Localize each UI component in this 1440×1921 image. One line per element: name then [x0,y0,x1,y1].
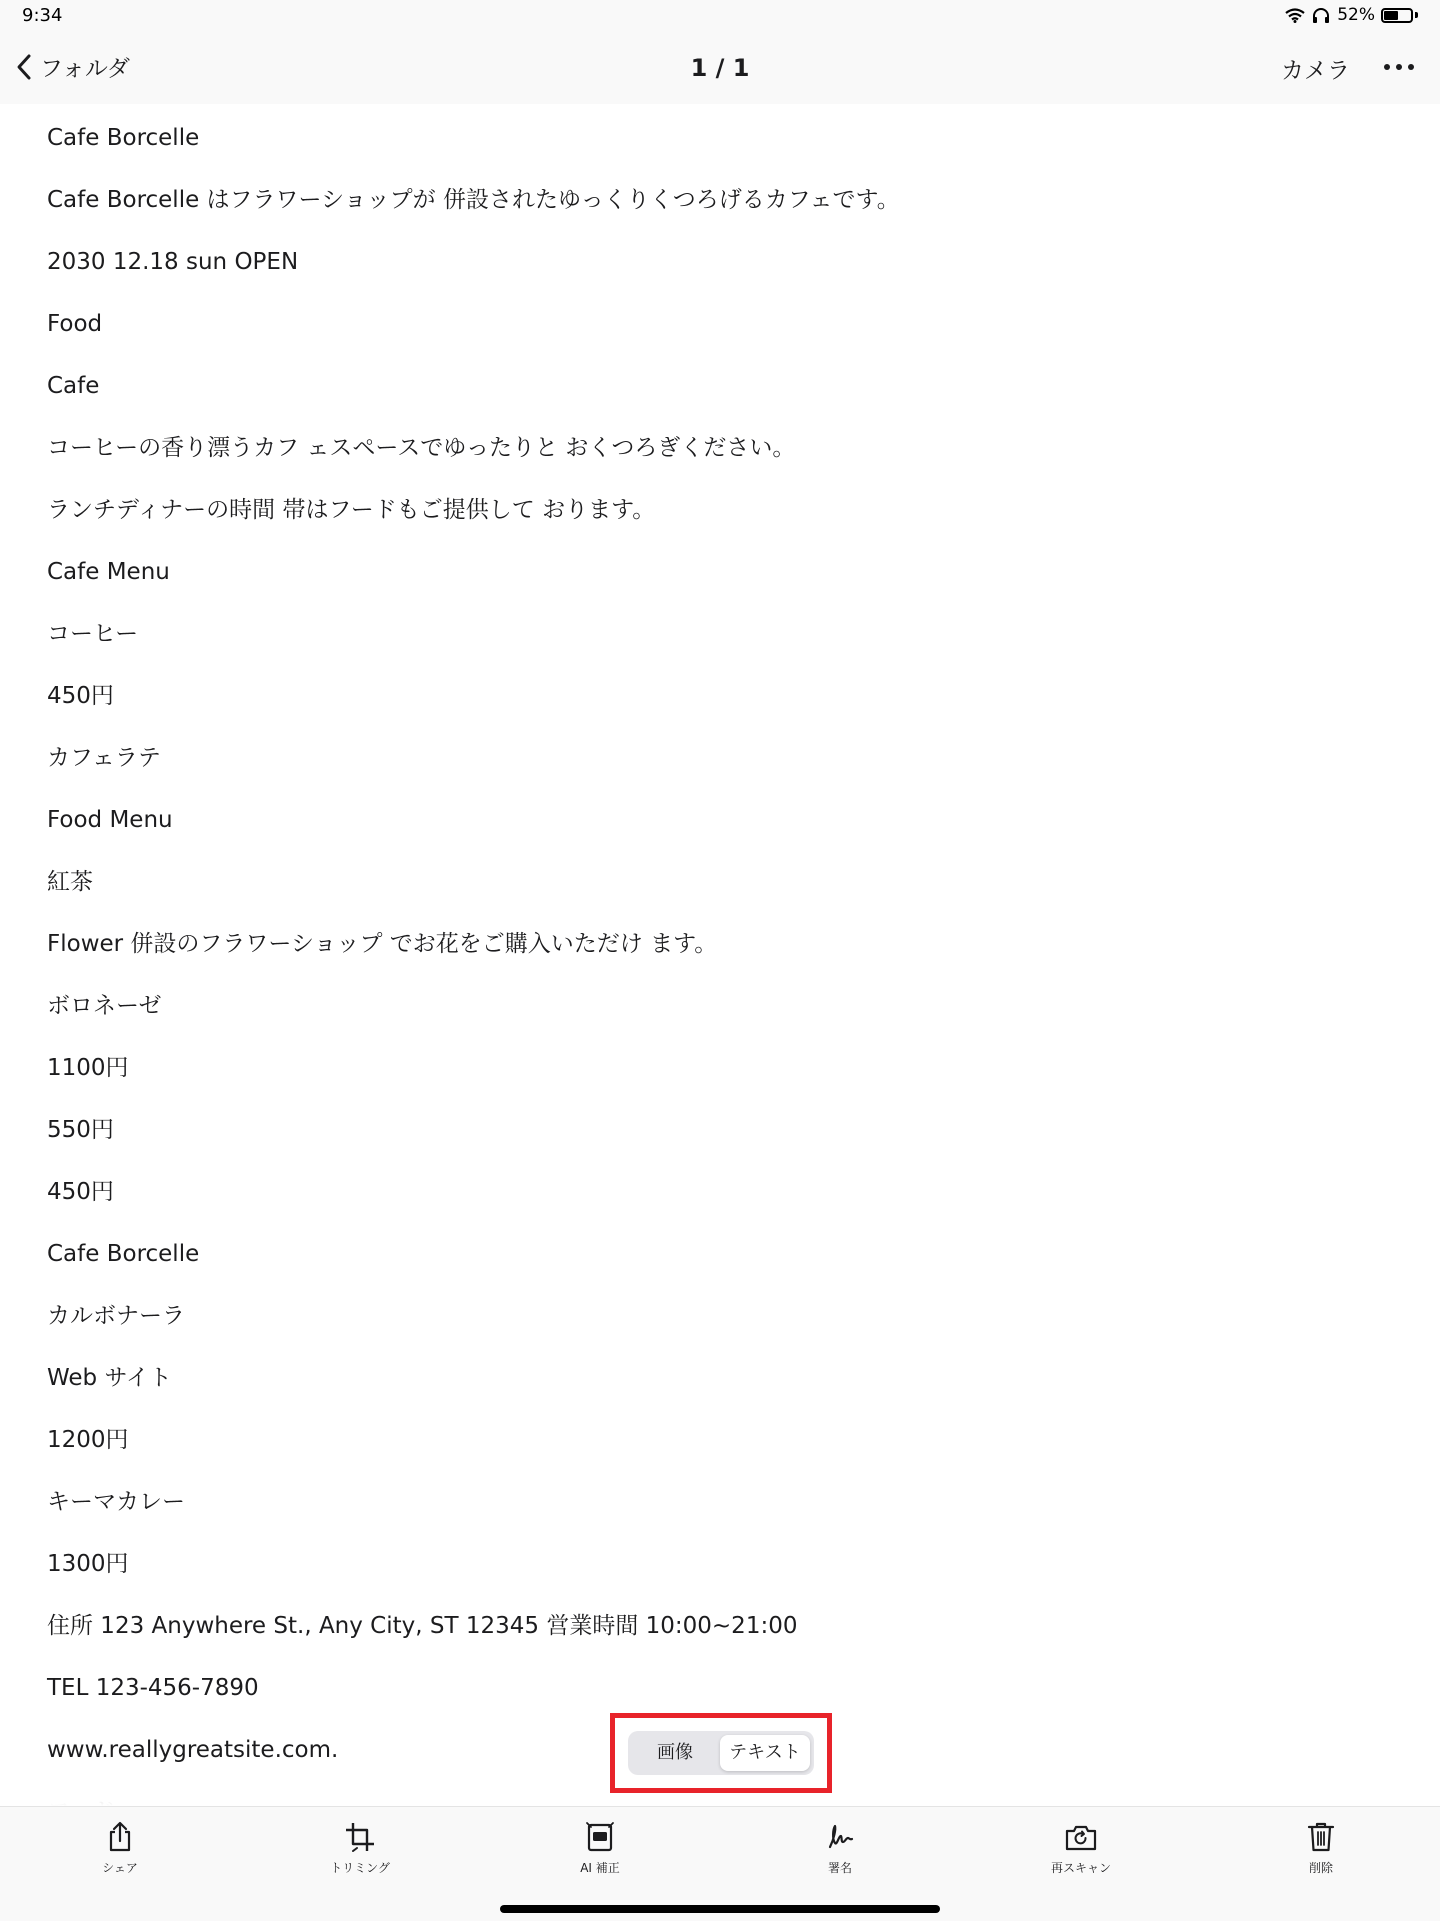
more-icon [1384,64,1390,70]
ocr-text-area[interactable] [0,104,1440,1804]
text-line: 紅茶 [47,869,93,895]
crop-icon [344,1821,376,1853]
more-icon-dot [1396,64,1402,70]
ai-enhance-icon [585,1821,615,1853]
share-label: シェア [102,1861,138,1875]
trim-button[interactable] [300,1821,420,1876]
text-line: キーマカレー [47,1489,185,1515]
camera-button[interactable]: カメラ [1281,58,1350,84]
status-indicators [1285,5,1418,25]
bottom-toolbar [0,1806,1440,1921]
text-line: Food [47,311,103,337]
delete-label: 削除 [1308,1861,1333,1875]
battery-icon [1381,8,1413,23]
text-line: www.reallygreatsite.com. [47,1737,339,1763]
text-line: カフェラテ [47,745,161,771]
rescan-button[interactable] [1021,1821,1141,1876]
back-label: フォルダ [40,56,130,82]
headphones-icon [1311,8,1331,23]
text-line: Flower 併設のフラワーショップ でお花をご購入いただけ ます。 [47,931,718,957]
text-line: TEL 123-456-7890 [47,1675,259,1701]
text-line: Cafe Borcelle はフラワーショップが 併設されたゆっくりくつろげるカフェです。 [47,187,900,213]
image-view-tab[interactable]: 画像 [657,1742,693,1763]
text-line: 550円 [47,1117,114,1143]
more-icon-dot [1408,64,1414,70]
text-line: 住所 123 Anywhere St., Any City, ST 12345 営業時間 10:00~21:00 [47,1613,798,1639]
battery-level [1384,11,1398,20]
view-toggle [628,1731,814,1775]
rescan-label: 再スキャン [1050,1861,1111,1875]
ai-enhance-button[interactable] [540,1821,660,1876]
signature-icon [824,1821,856,1853]
text-line: コーヒーの香り漂うカフ ェスペースでゆったりと おくつろぎください。 [47,435,796,461]
share-icon [106,1821,134,1853]
more-button[interactable] [1384,64,1414,70]
share-button[interactable] [60,1821,180,1876]
trim-label: トリミング [330,1861,390,1875]
text-line: 450円 [47,1179,114,1205]
text-view-tab[interactable]: テキスト [720,1735,810,1771]
battery-tip [1415,12,1418,18]
battery-percent: 52% [1337,5,1375,25]
trash-icon [1307,1821,1335,1853]
wifi-icon [1285,8,1305,23]
text-line: Food Menu [47,807,173,833]
text-line: カルボナーラ [47,1303,185,1329]
status-time: 9:34 [22,5,63,26]
view-toggle-highlight [610,1713,832,1793]
text-line: 2030 12.18 sun OPEN [47,249,299,275]
text-line: 1100円 [47,1055,129,1081]
status-bar [0,0,1440,34]
signature-label: 署名 [827,1861,852,1875]
page-counter: 1 / 1 [690,54,750,82]
text-line: Cafe Menu [47,559,170,585]
text-line: Cafe Borcelle [47,1241,200,1267]
ai-enhance-label: AI 補正 [580,1861,620,1875]
text-line: 1200円 [47,1427,129,1453]
text-line: コーヒー [47,621,139,647]
text-line: ランチディナーの時間 帯はフードもご提供して おります。 [47,497,656,523]
text-line: Web サイト [47,1365,172,1391]
text-line: Cafe Borcelle [47,125,200,151]
home-indicator [500,1905,940,1913]
text-line: ボロネーゼ [47,993,162,1019]
text-line: 450円 [47,683,114,709]
signature-button[interactable] [780,1821,900,1876]
text-line: 1300円 [47,1551,129,1577]
text-line: Cafe [47,373,100,399]
delete-button[interactable] [1261,1821,1381,1876]
navigation-bar [0,34,1440,104]
camera-rescan-icon [1064,1821,1098,1853]
